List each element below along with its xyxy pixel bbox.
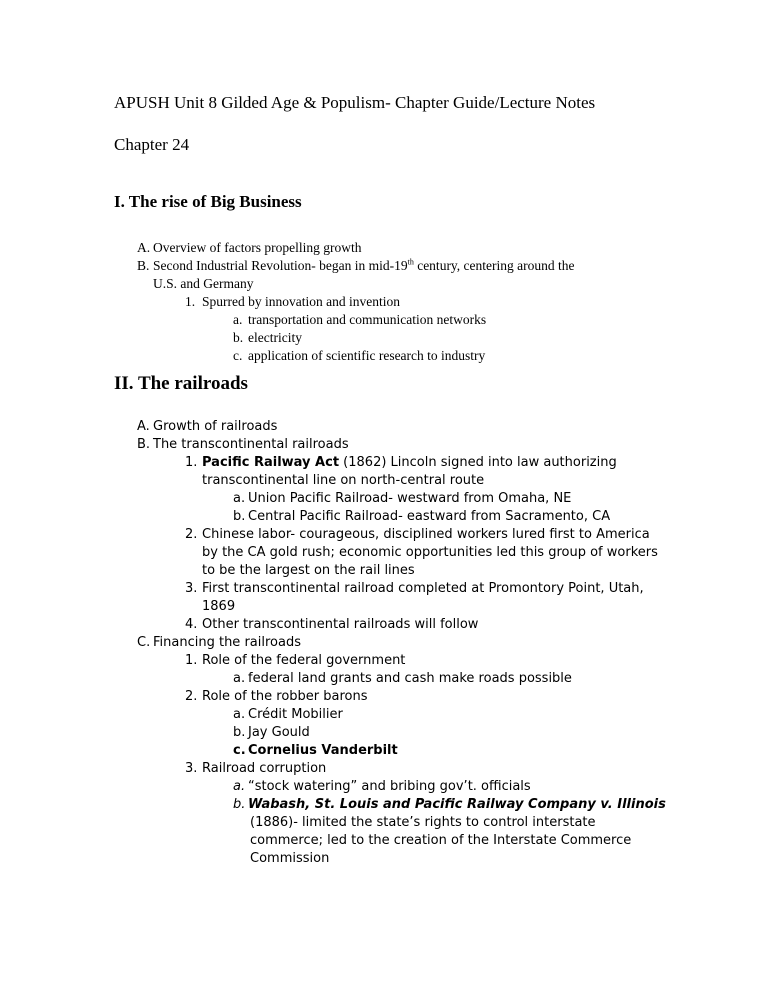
outline-item: b. Central Pacific Railroad- eastward from Sacramento, CA bbox=[233, 509, 611, 524]
outline-item-continuation: U.S. and Germany bbox=[153, 276, 254, 291]
chapter-label: Chapter 24 bbox=[114, 135, 190, 154]
outline-item-continuation: to be the largest on the rail lines bbox=[202, 563, 415, 578]
outline-item: c. application of scientific research to industry bbox=[233, 348, 486, 363]
outline-item: a. federal land grants and cash make roads possible bbox=[233, 671, 572, 686]
outline-item-continuation: 1869 bbox=[202, 599, 236, 614]
outline-item: b. electricity bbox=[233, 330, 302, 345]
outline-item: A. Growth of railroads bbox=[137, 419, 278, 434]
outline-item: b. Jay Gould bbox=[233, 725, 310, 740]
outline-item: a. transportation and communication networks bbox=[233, 312, 487, 327]
outline-item: a. “stock watering” and bribing gov’t. officials bbox=[233, 779, 531, 794]
outline-item-continuation: (1886)- limited the state’s rights to control interstate bbox=[250, 815, 596, 830]
outline-item-continuation: by the CA gold rush; economic opportunities led this group of workers bbox=[202, 545, 658, 560]
outline-item: 1. Pacific Railway Act (1862) Lincoln signed into law authorizing bbox=[185, 455, 617, 470]
outline-item: 3. First transcontinental railroad completed at Promontory Point, Utah, bbox=[185, 581, 644, 596]
outline-item: 1. Role of the federal government bbox=[185, 653, 406, 668]
outline-item: 4. Other transcontinental railroads will follow bbox=[185, 617, 479, 632]
document-title: APUSH Unit 8 Gilded Age & Populism- Chapter Guide/Lecture Notes bbox=[114, 93, 596, 112]
outline-item-continuation: commerce; led to the creation of the Interstate Commerce bbox=[250, 833, 632, 848]
outline-item: a. Union Pacific Railroad- westward from Omaha, NE bbox=[233, 491, 572, 506]
outline-item: B. The transcontinental railroads bbox=[137, 437, 349, 452]
outline-item-continuation: transcontinental line on north-central route bbox=[202, 473, 485, 488]
section-heading-1: I. The rise of Big Business bbox=[114, 192, 302, 211]
outline-item: a. Crédit Mobilier bbox=[233, 707, 343, 722]
section-heading-2: II. The railroads bbox=[114, 373, 248, 394]
outline-item: B. Second Industrial Revolution- began in mid-19th century, centering around the bbox=[137, 257, 575, 273]
outline-item: A. Overview of factors propelling growth bbox=[137, 240, 362, 255]
outline-item: 2. Chinese labor- courageous, disciplined workers lured first to America bbox=[185, 527, 650, 542]
outline-item-continuation: Commission bbox=[250, 851, 330, 866]
outline-item: b. Wabash, St. Louis and Pacific Railway Company v. Illinois bbox=[233, 797, 666, 812]
outline-item: 2. Role of the robber barons bbox=[185, 689, 368, 704]
outline-item: c. Cornelius Vanderbilt bbox=[233, 743, 398, 758]
outline-item: C. Financing the railroads bbox=[137, 635, 301, 650]
outline-item: 1. Spurred by innovation and invention bbox=[185, 294, 400, 309]
outline-item: 3. Railroad corruption bbox=[185, 761, 327, 776]
